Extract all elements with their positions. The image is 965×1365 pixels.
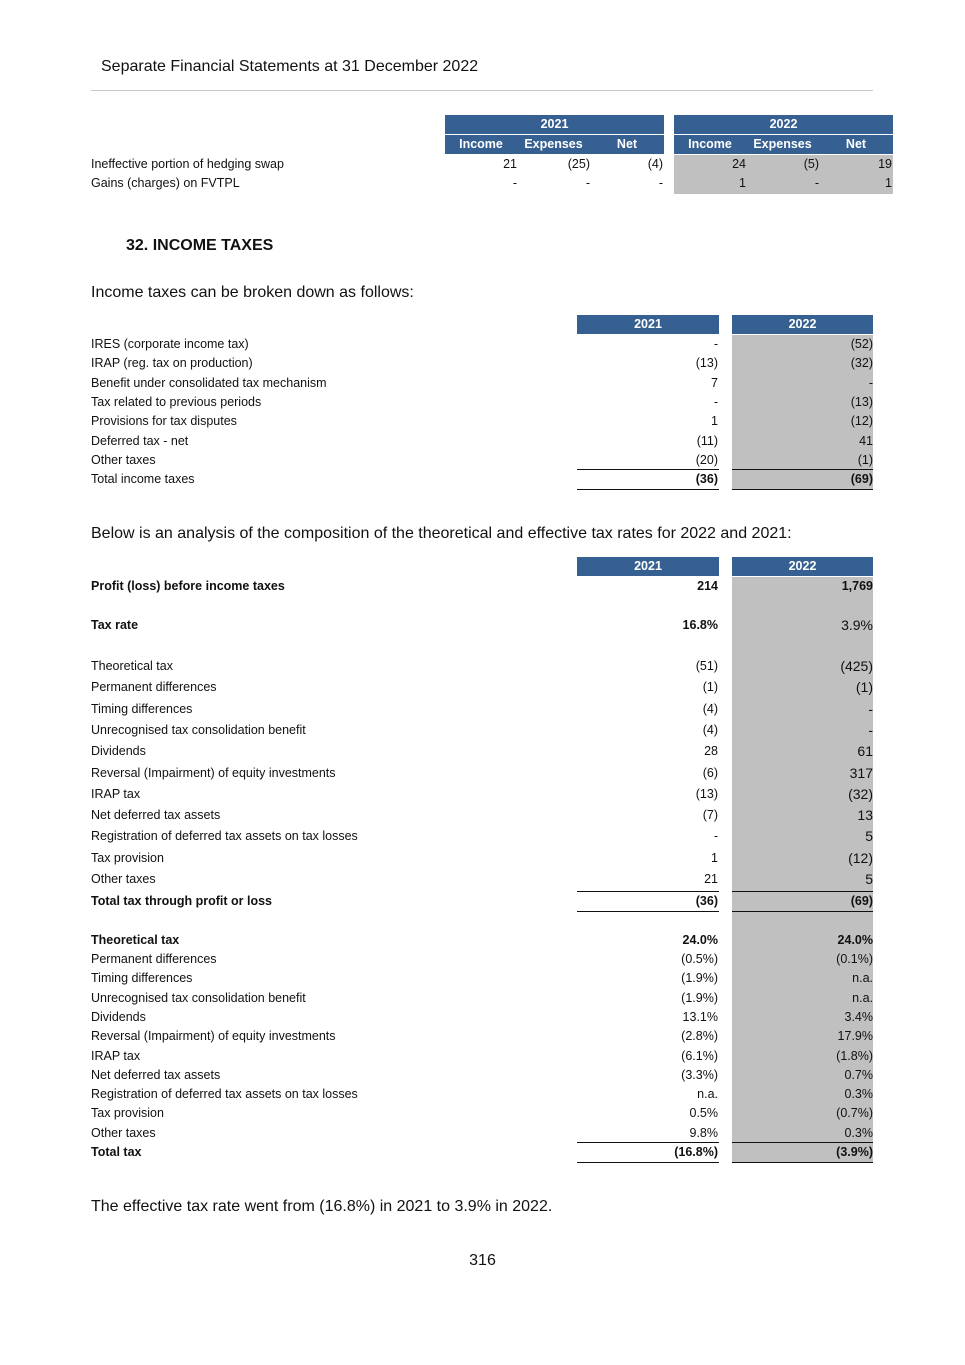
table-row xyxy=(91,699,873,720)
cell-value: 214 xyxy=(697,579,718,593)
table-row xyxy=(91,432,873,451)
total-underline xyxy=(732,911,873,912)
cell-value: 9.8% xyxy=(689,1125,718,1140)
cell-value: - xyxy=(658,176,663,190)
table-row-total xyxy=(91,470,873,489)
cell-value: 41 xyxy=(859,433,873,448)
row-label: Net deferred tax assets xyxy=(91,808,221,823)
cell-value: (12) xyxy=(848,849,873,866)
taxes-year-2021-header: 2021 xyxy=(577,315,719,334)
row-label: Provisions for tax disputes xyxy=(91,414,237,429)
total-underline xyxy=(732,489,873,490)
cell-value: (0.7%) xyxy=(836,1106,873,1121)
cell-value: 16.8% xyxy=(682,618,718,632)
cell-value: (51) xyxy=(695,659,718,673)
cell-value: 3.9% xyxy=(841,617,873,633)
hedging-col-income-2022: Income xyxy=(688,137,732,151)
cell-value: (0.1%) xyxy=(836,952,873,966)
row-label: IRES (corporate income tax) xyxy=(91,337,249,351)
hedging-subheader-2021 xyxy=(445,135,664,154)
hedging-year-2021-header: 2021 xyxy=(445,115,664,134)
cell-value: (52) xyxy=(850,337,873,351)
row-label: Timing differences xyxy=(91,701,193,716)
cell-value: (425) xyxy=(840,658,873,674)
cell-value: (13) xyxy=(850,394,873,409)
table-row xyxy=(91,1047,873,1066)
table-row xyxy=(91,354,873,373)
cell-value: 1 xyxy=(711,414,718,429)
cell-value: (1) xyxy=(702,680,718,695)
cell-value: (4) xyxy=(647,157,663,171)
cell-value: 1,769 xyxy=(841,579,873,593)
row-label: Tax rate xyxy=(91,618,139,632)
cell-value: (36) xyxy=(695,472,718,486)
cell-value: 1 xyxy=(739,176,746,190)
cell-value: 3.4% xyxy=(844,1009,873,1024)
row-label: Permanent differences xyxy=(91,680,217,695)
intro-paragraph-income-taxes: Income taxes can be broken down as follows: xyxy=(91,284,414,301)
cell-value: (0.5%) xyxy=(681,952,718,966)
cell-value: (4) xyxy=(702,722,718,737)
cell-value: (6) xyxy=(702,765,718,780)
row-label: Tax provision xyxy=(91,850,164,865)
cell-value: (69) xyxy=(850,472,873,486)
cell-value: (36) xyxy=(695,894,718,908)
cell-value: (32) xyxy=(850,356,873,371)
total-underline xyxy=(732,1162,873,1163)
row-label: IRAP (reg. tax on production) xyxy=(91,356,253,371)
table-row xyxy=(91,656,873,677)
cell-value: 0.3% xyxy=(844,1125,873,1140)
cell-value: - xyxy=(868,700,873,717)
row-label: Total tax through profit or loss xyxy=(91,894,273,908)
cell-value: 21 xyxy=(503,157,517,171)
cell-value: - xyxy=(814,176,819,190)
cell-value: (16.8%) xyxy=(674,1145,718,1159)
conclusion-paragraph: The effective tax rate went from (16.8%) in 2021 to 3.9% in 2022. xyxy=(91,1198,553,1215)
cell-value: (6.1%) xyxy=(681,1048,718,1063)
cell-value: (13) xyxy=(695,786,718,801)
cell-value: - xyxy=(585,176,590,190)
taxes-year-2022-header: 2022 xyxy=(732,315,873,334)
cell-value: (20) xyxy=(695,452,718,467)
row-label: IRAP tax xyxy=(91,1048,141,1063)
cell-value: 24 xyxy=(732,157,746,171)
cell-value: 24.0% xyxy=(837,933,873,947)
cell-value: 317 xyxy=(849,764,873,781)
rates-year-2022-header: 2022 xyxy=(732,557,873,576)
row-label: Profit (loss) before income taxes xyxy=(91,579,285,593)
table-row xyxy=(91,784,873,805)
cell-value: (1.9%) xyxy=(681,990,718,1005)
hedging-col-net-2021: Net xyxy=(616,137,638,151)
cell-value: 1 xyxy=(885,176,892,190)
table-row xyxy=(91,1085,873,1104)
table-row-theoretical-rate xyxy=(91,931,873,950)
row-label: Other taxes xyxy=(91,1125,156,1140)
total-underline xyxy=(577,1162,719,1163)
cell-value: n.a. xyxy=(697,1087,718,1102)
cell-value: - xyxy=(868,721,873,738)
row-label: Total tax xyxy=(91,1145,142,1159)
cell-value: (69) xyxy=(850,894,873,908)
cell-value: (1.8%) xyxy=(836,1048,873,1063)
total-underline xyxy=(577,489,719,490)
row-label: Tax related to previous periods xyxy=(91,394,262,409)
row-label: Reversal (Impairment) of equity investments xyxy=(91,765,336,780)
row-label: Deferred tax - net xyxy=(91,433,189,448)
cell-value: (32) xyxy=(848,785,873,802)
row-label: Total income taxes xyxy=(91,472,195,486)
cell-value: - xyxy=(868,375,873,390)
cell-value: (7) xyxy=(702,808,718,823)
cell-value: (2.8%) xyxy=(681,1029,718,1044)
table-row xyxy=(91,1104,873,1123)
table-row xyxy=(91,677,873,698)
row-label: Reversal (Impairment) of equity investments xyxy=(91,1029,336,1044)
table-row xyxy=(91,451,873,470)
cell-value: 28 xyxy=(704,744,718,759)
table-row xyxy=(91,335,873,354)
hedging-year-2022-header: 2022 xyxy=(674,115,893,134)
cell-value: 1 xyxy=(711,850,718,865)
cell-value: 21 xyxy=(704,872,718,886)
table-row xyxy=(91,393,873,412)
row-label: Other taxes xyxy=(91,872,156,886)
table-row xyxy=(91,989,873,1008)
table-row xyxy=(91,720,873,741)
table-row xyxy=(91,374,873,393)
cell-value: - xyxy=(713,829,718,844)
row-label: Permanent differences xyxy=(91,952,217,966)
table-row xyxy=(91,412,873,431)
cell-value: 61 xyxy=(857,743,873,760)
hedging-col-net-2022: Net xyxy=(845,137,867,151)
cell-value: 7 xyxy=(711,375,718,390)
row-label: Tax provision xyxy=(91,1106,164,1121)
table-row xyxy=(91,741,873,762)
cell-value: (1) xyxy=(857,452,873,467)
cell-value: (3.3%) xyxy=(681,1067,718,1082)
cell-value: - xyxy=(512,176,517,190)
row-label: Registration of deferred tax assets on tax losses xyxy=(91,1087,358,1102)
row-label: Net deferred tax assets xyxy=(91,1067,221,1082)
table-row xyxy=(91,1066,873,1085)
row-label: Theoretical tax xyxy=(91,659,173,673)
cell-value: (1.9%) xyxy=(681,971,718,986)
row-label: IRAP tax xyxy=(91,786,141,801)
cell-value: - xyxy=(713,394,718,409)
row-label: Benefit under consolidated tax mechanism xyxy=(91,375,327,390)
page-number: 316 xyxy=(469,1252,496,1269)
cell-value: 0.3% xyxy=(844,1087,873,1102)
table-row xyxy=(91,869,873,890)
total-underline xyxy=(577,911,719,912)
cell-value: (3.9%) xyxy=(836,1145,873,1159)
row-label: Theoretical tax xyxy=(91,933,180,947)
cell-value: (25) xyxy=(567,157,590,171)
row-label: Unrecognised tax consolidation benefit xyxy=(91,722,306,737)
row-label: Unrecognised tax consolidation benefit xyxy=(91,990,306,1005)
row-label: Timing differences xyxy=(91,971,193,986)
hedging-col-expenses-2021: Expenses xyxy=(524,137,583,151)
hedging-col-expenses-2022: Expenses xyxy=(753,137,812,151)
section-title: 32. INCOME TAXES xyxy=(126,237,274,254)
cell-value: 19 xyxy=(878,157,892,171)
table-row-total-tax-pl xyxy=(91,892,873,911)
cell-value: (11) xyxy=(696,433,718,448)
table-row xyxy=(91,1027,873,1046)
cell-value: - xyxy=(713,337,718,351)
table-row xyxy=(91,805,873,826)
table-row xyxy=(91,155,893,174)
row-label: Dividends xyxy=(91,1009,146,1024)
cell-value: (12) xyxy=(850,414,873,429)
cell-value: 13.1% xyxy=(682,1009,718,1024)
table-row xyxy=(91,950,873,969)
row-label: Registration of deferred tax assets on tax losses xyxy=(91,829,358,844)
cell-value: 13 xyxy=(857,807,873,824)
cell-value: 17.9% xyxy=(837,1029,873,1044)
cell-value: n.a. xyxy=(852,971,873,986)
cell-value: 0.5% xyxy=(689,1106,718,1121)
table-row xyxy=(91,763,873,784)
cell-value: (4) xyxy=(702,701,718,716)
row-label: Ineffective portion of hedging swap xyxy=(91,157,284,171)
row-label: Gains (charges) on FVTPL xyxy=(91,176,240,190)
table-row xyxy=(91,848,873,869)
table-row xyxy=(91,1008,873,1027)
table-row xyxy=(91,969,873,988)
row-label: Dividends xyxy=(91,744,146,759)
cell-value: 0.7% xyxy=(844,1067,873,1082)
cell-value: n.a. xyxy=(852,990,873,1005)
rates-year-2021-header: 2021 xyxy=(577,557,719,576)
table-row xyxy=(91,174,893,193)
table-row xyxy=(91,1124,873,1143)
table-row-profit xyxy=(91,577,873,596)
cell-value: (5) xyxy=(803,157,819,171)
table-row-total-tax xyxy=(91,1143,873,1162)
row-label: Other taxes xyxy=(91,452,156,467)
cell-value: (1) xyxy=(855,679,873,696)
page-header-title: Separate Financial Statements at 31 December 2022 xyxy=(101,58,479,75)
intro-paragraph-tax-rates: Below is an analysis of the composition of the theoretical and effective tax rates for 2022 and 2021: xyxy=(91,525,792,542)
header-divider xyxy=(91,90,873,91)
table-row xyxy=(91,826,873,847)
cell-value: 5 xyxy=(865,828,873,845)
cell-value: 24.0% xyxy=(682,933,718,947)
hedging-subheader-2022 xyxy=(674,135,893,154)
cell-value: 5 xyxy=(865,871,873,887)
hedging-col-income-2021: Income xyxy=(459,137,503,151)
cell-value: (13) xyxy=(695,356,718,371)
table-row-tax-rate xyxy=(91,616,873,635)
